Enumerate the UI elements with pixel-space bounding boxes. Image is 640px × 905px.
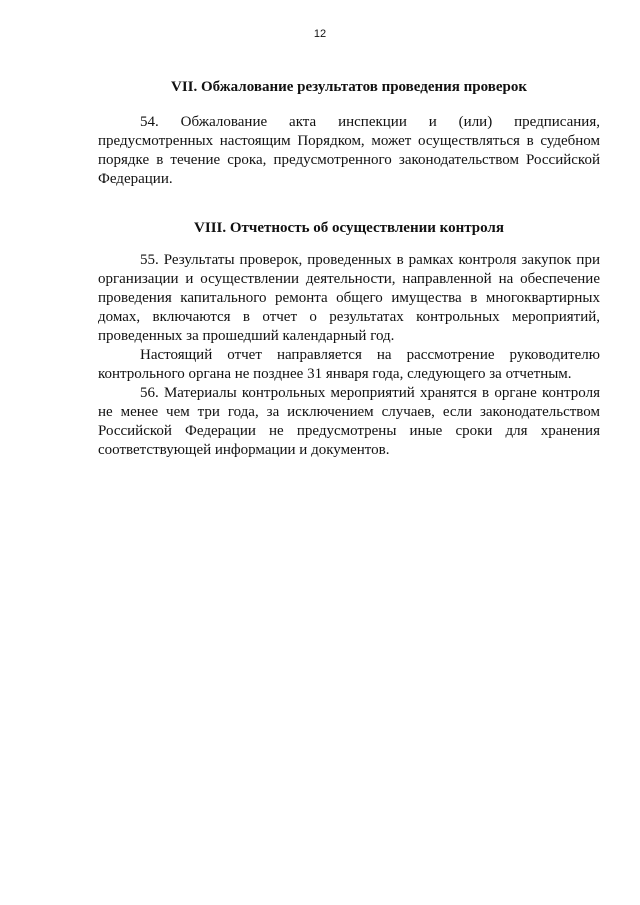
- section-vii-heading: VII. Обжалование результатов проведения проверок: [171, 79, 527, 95]
- section-vii: [98, 78, 600, 189]
- page-number: 12: [313, 28, 327, 40]
- paragraph-55-report: Настоящий отчет направляется на рассмотрение руководителю контрольного органа не позднее 31 января года, следующего за отчетным.: [98, 347, 600, 382]
- paragraph-56: 56. Материалы контрольных мероприятий хранятся в органе контроля не менее чем три года, за исключением случаев, если законодательством Российской Федерации не предусмотрены иные сроки для хранения соответствующей информации и документов.: [98, 385, 600, 458]
- section-viii: [98, 219, 600, 460]
- paragraph-55: 55. Результаты проверок, проведенных в рамках контроля закупок при организации и осуществлении деятельности, направленной на обеспечение проведения капитального ремонта общего имущества в многоквартирных домах, включаются в отчет о результатах контрольных мероприятий, проведенных за прошедший календарный год.: [98, 252, 600, 344]
- section-viii-heading: VIII. Отчетность об осуществлении контроля: [194, 220, 504, 236]
- paragraph-54: 54. Обжалование акта инспекции и (или) предписания, предусмотренных настоящим Порядком, может осуществляться в судебном порядке в течение срока, предусмотренного законодательством Российской Федерации.: [98, 114, 600, 187]
